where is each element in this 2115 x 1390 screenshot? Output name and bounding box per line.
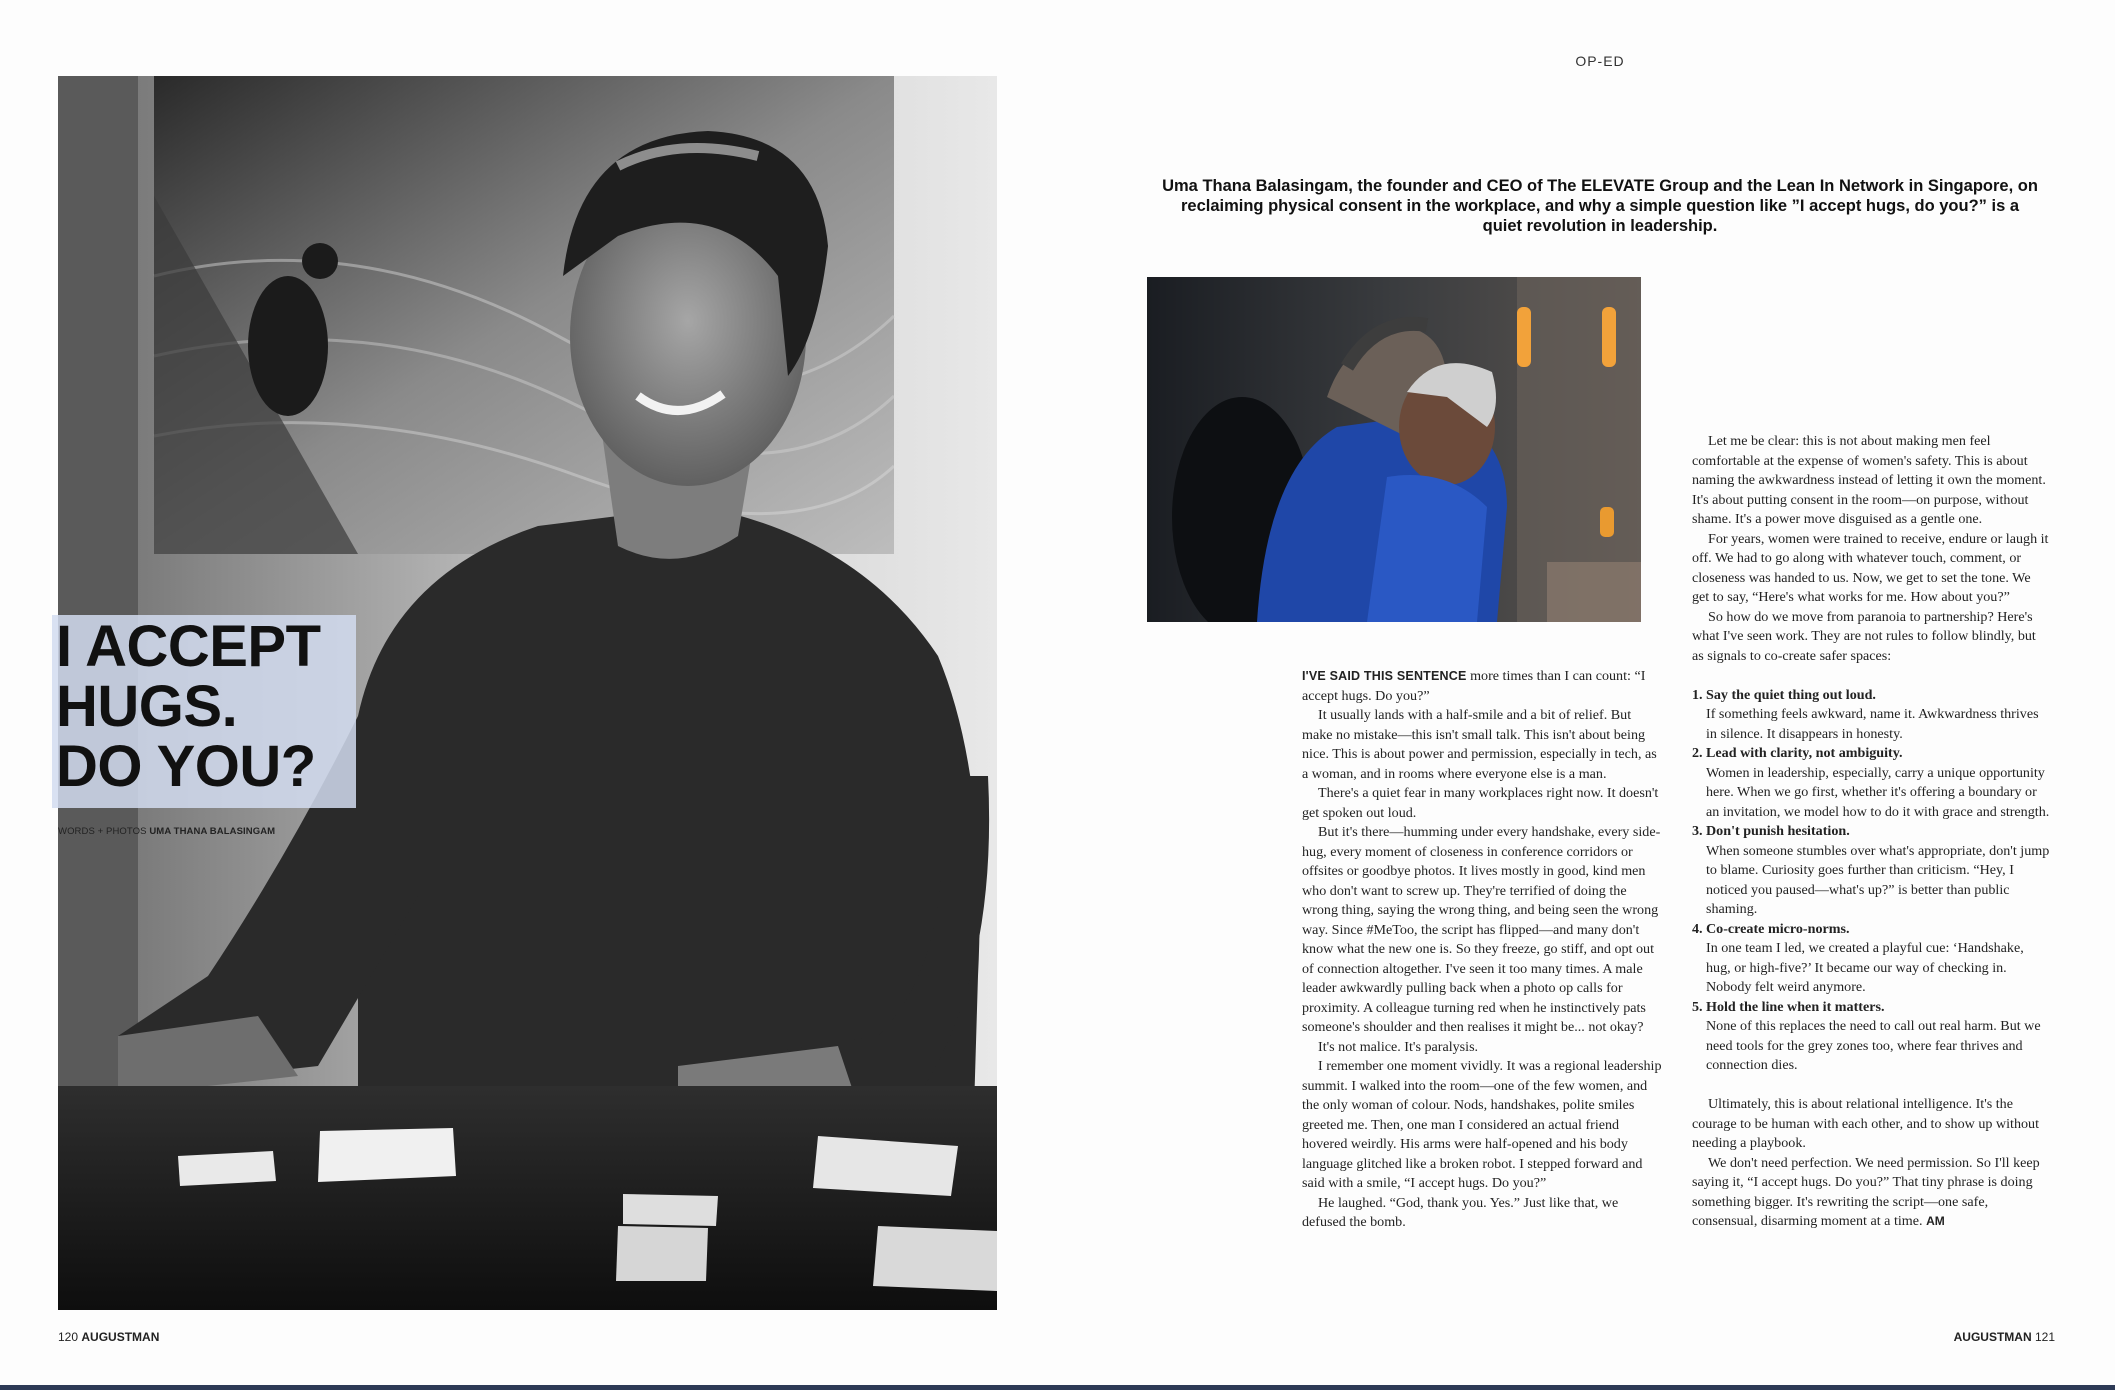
paragraph: There's a quiet fear in many workplaces right now. It doesn't get spoken out loud. xyxy=(1302,785,1659,821)
sign-off: AM xyxy=(1926,1214,1945,1228)
list-item xyxy=(1692,744,2050,822)
article-opening xyxy=(1302,667,1664,706)
spacer xyxy=(1692,1076,2050,1096)
paragraph: Let me be clear: this is not about making men feel comfortable at the expense of women's safety. This is about naming the awkwardness instead of letting it own the moment. It's about putting consent in the room—on purpose, without shame. It's a power move disguised as a gentle one. xyxy=(1692,433,2046,527)
lead-in: I'VE SAID THIS SENTENCE xyxy=(1302,669,1467,683)
tips-list xyxy=(1692,686,2050,1076)
magazine-name-left: AUGUSTMAN xyxy=(81,1330,160,1344)
paragraph: I remember one moment vividly. It was a regional leadership summit. I walked into the room—one of the few women, and the only woman of colour. Nods, handshakes, polite smiles greeted me. Then, one man I considered an actual friend hovered weirdly. His arms were half-opened and his body language glitched like a broken robot. I stepped forward and said with a smile, “I accept hugs. Do you?” xyxy=(1302,1058,1662,1191)
article-column-1 xyxy=(1302,667,1664,1233)
list-item xyxy=(1692,920,2050,998)
list-item-body: When someone stumbles over what's appropriate, don't jump to blame. Curiosity goes further than criticism. “Hey, I noticed you paused—what's up?” is better than public shaming. xyxy=(1706,842,2050,917)
list-item-title: 2. Lead with clarity, not ambiguity. xyxy=(1692,745,1903,761)
hug-photo xyxy=(1147,277,1641,622)
list-item-body: If something feels awkward, name it. Awkwardness thrives in silence. It disappears in honesty. xyxy=(1706,706,2039,742)
hug-image xyxy=(1147,277,1641,622)
paragraph: It's not malice. It's paralysis. xyxy=(1318,1038,1479,1055)
section-tag: OP-ED xyxy=(1575,53,1625,69)
paragraph: For years, women were trained to receive, endure or laugh it off. We had to go along with whatever touch, comment, or closeness was handed to us. Now, we get to set the tone. We get to say, “Here's what works for me. How about you?” xyxy=(1692,530,2049,605)
list-item-title: 4. Co-create micro-norms. xyxy=(1692,920,1850,937)
headline-line-1: I ACCEPT xyxy=(56,614,321,679)
credit-name: UMA THANA BALASINGAM xyxy=(149,826,276,837)
paragraph: But it's there—humming under every handshake, every side-hug, every moment of closeness in conference corridors or offsites or goodbye photos. It lives mostly in good, kind men who don't want to screw up. They're terrified of doing the wrong thing, saying the wrong thing, and being seen the wrong way. Since #MeToo, the script has flipped—and many don't know what the new one is. So they freeze, go stiff, and opt out of connection altogether. I've seen it too many times. A male leader awkwardly pulling back when a photo op calls for proximity. A colleague turning red when he instinctively pats someone's shoulder and then realises it might be... not okay? xyxy=(1302,824,1661,1035)
standfirst: Uma Thana Balasingam, the founder and CEO of The ELEVATE Group and the Lean In Network in Singapore, on reclaiming physical consent in the workplace, and why a simple question like ”I accept hugs, do you?” is a quiet revolution in leadership. xyxy=(1162,177,2038,235)
page-number-left: 120 xyxy=(58,1330,79,1344)
folio-right xyxy=(1954,1330,2055,1344)
opening-text: more times than I can count: “I accept hugs. Do you?” xyxy=(1302,668,1646,704)
headline xyxy=(56,614,321,799)
list-item-title: 3. Don't punish hesitation. xyxy=(1692,823,1850,839)
byline xyxy=(58,826,275,837)
list-item-body: In one team I led, we created a playful cue: ‘Handshake, hug, or high-five?’ It became our way of checking in. Nobody felt weird anymore. xyxy=(1706,940,2024,995)
article-column-2 xyxy=(1692,432,2050,1232)
folio-left xyxy=(58,1330,159,1344)
paragraph: Ultimately, this is about relational intelligence. It's the courage to be human with each other, and to show up without needing a playbook. xyxy=(1692,1096,2039,1151)
magazine-name-right: AUGUSTMAN xyxy=(1953,1330,2032,1344)
headline-line-2: HUGS. xyxy=(56,674,238,739)
credit-prefix: WORDS + PHOTOS xyxy=(58,826,147,837)
page-number-right: 121 xyxy=(2034,1330,2055,1344)
paragraph: He laughed. “God, thank you. Yes.” Just like that, we defused the bomb. xyxy=(1302,1194,1619,1230)
list-item xyxy=(1692,686,2050,745)
closing-paragraph: We don't need perfection. We need permission. So I'll keep saying it, “I accept hugs. Do you?” That tiny phrase is doing something bigger. It's rewriting the script—one safe, consensual, disarming moment at a time. AM xyxy=(1692,1154,2040,1229)
list-item-title: 1. Say the quiet thing out loud. xyxy=(1692,686,1876,703)
list-item xyxy=(1692,998,2050,1076)
spacer xyxy=(1692,666,2050,686)
headline-line-3: DO YOU? xyxy=(56,734,316,799)
list-item-body: None of this replaces the need to call out real harm. But we need tools for the grey zones too, where fear thrives and connection dies. xyxy=(1706,1018,2041,1073)
bottom-bar xyxy=(0,1385,2115,1390)
list-item xyxy=(1692,822,2050,920)
list-item-body: Women in leadership, especially, carry a unique opportunity here. When we go first, whether it's offering a boundary or an invitation, we model how to do it with grace and strength. xyxy=(1706,764,2050,820)
paragraph: It usually lands with a half-smile and a bit of relief. But make no mistake—this isn't small talk. This isn't about being nice. This is about power and permission, especially in tech, as a woman, and in rooms where everyone else is a man. xyxy=(1302,707,1657,782)
paragraph: So how do we move from paranoia to partnership? Here's what I've seen work. They are not rules to follow blindly, but as signals to co-create safer spaces: xyxy=(1692,608,2036,664)
list-item-title: 5. Hold the line when it matters. xyxy=(1692,998,1885,1015)
